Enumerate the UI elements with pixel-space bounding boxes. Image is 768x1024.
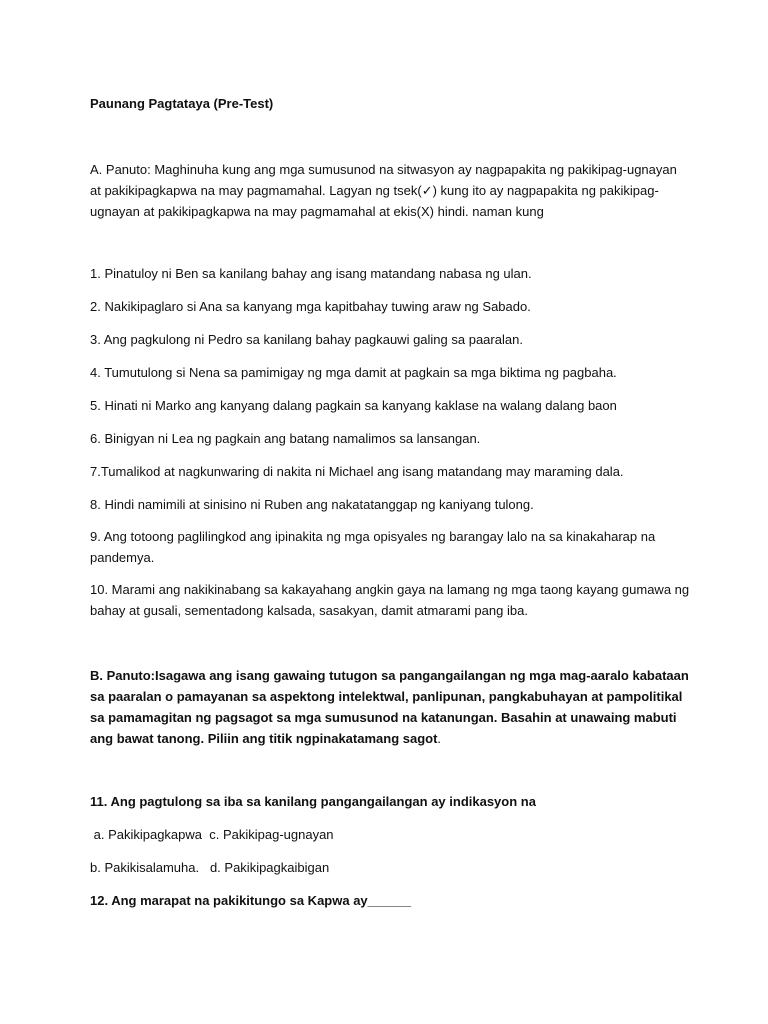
list-item: 3. Ang pagkulong ni Pedro sa kanilang bahay pagkauwi galing sa paaralan. <box>90 332 523 347</box>
section-b-instructions-bold: B. Panuto:Isagawa ang isang gawaing tutugon sa pangangailangan ng mga mag-aaralo kabataan sa paaralan o pamayanan sa aspektong intelektwal, panlipunan, pangkabuhayan at pampolitikal sa pamamagitan ng pagsagot sa mga sumusunod na katanungan. Basahin at unawaing mabuti ang bawat tanong. Piliin ang titik ngpinakatamang sagot <box>90 668 689 746</box>
list-item: 4. Tumutulong si Nena sa pamimigay ng mga damit at pagkain sa mga biktima ng pagbaha. <box>90 365 617 380</box>
section-b-instructions-tail: . <box>437 731 442 746</box>
question-11-options-line-2: b. Pakikisalamuha. d. Pakikipagkaibigan <box>90 860 330 875</box>
list-item: 9. Ang totoong paglilingkod ang ipinakita ng mga opisyales ng barangay lalo na sa kinakaharap na pandemya. <box>90 529 656 565</box>
list-item: 6. Binigyan ni Lea ng pagkain ang batang namalimos sa lansangan. <box>90 431 481 446</box>
question-11-options-line-1: a. Pakikipagkapwa c. Pakikipag-ugnayan <box>90 827 334 842</box>
question-12: 12. Ang marapat na pakikitungo sa Kapwa ay______ <box>90 893 412 908</box>
list-item: 8. Hindi namimili at sinisino ni Ruben ang nakatatanggap ng kaniyang tulong. <box>90 497 534 512</box>
list-item: 2. Nakikipaglaro si Ana sa kanyang mga kapitbahay tuwing araw ng Sabado. <box>90 299 531 314</box>
list-item: 7.Tumalikod at nagkunwaring di nakita ni Michael ang isang matandang may maraming dala. <box>90 464 624 479</box>
list-item: 10. Marami ang nakikinabang sa kakayahang angkin gaya na lamang ng mga taong kayang gumawa ng bahay at gusali, sementadong kalsada, sasakyan, damit atmarami pang iba. <box>90 582 690 618</box>
document-title: Paunang Pagtataya (Pre-Test) <box>90 96 274 111</box>
list-item: 1. Pinatuloy ni Ben sa kanilang bahay ang isang matandang nabasa ng ulan. <box>90 266 532 281</box>
section-a-instructions: A. Panuto: Maghinuha kung ang mga sumusunod na sitwasyon ay nagpapakita ng pakikipag-ugnayan at pakikipagkapwa na may pagmamahal. Lagyan ng tsek(✓) kung ito ay nagpapakita ng pakikipag- ugnayan at pakikipagkapwa na may pagmamahal at ekis(X) hindi. naman kung <box>90 162 677 219</box>
question-11: 11. Ang pagtulong sa iba sa kanilang pangangailangan ay indikasyon na <box>90 794 536 809</box>
section-b-instructions <box>90 665 690 749</box>
list-item: 5. Hinati ni Marko ang kanyang dalang pagkain sa kanyang kaklase na walang dalang baon <box>90 398 617 413</box>
